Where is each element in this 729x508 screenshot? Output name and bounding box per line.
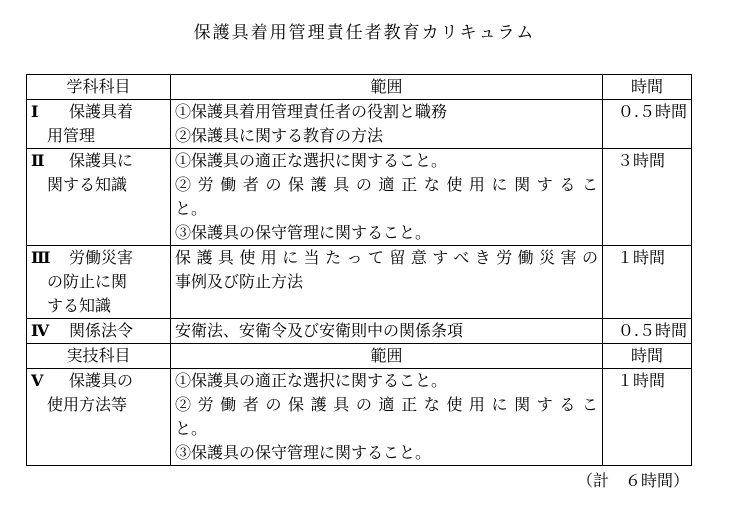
time-cell: １時間 <box>603 369 692 466</box>
time-cell: ３時間 <box>603 149 692 246</box>
page-title: 保護具着用管理責任者教育カリキュラム <box>193 23 536 43</box>
subject-name-continued: 用管理 <box>47 126 96 145</box>
range-line: と。 <box>175 199 208 218</box>
subject-number: Ⅱ <box>31 151 45 170</box>
curriculum-table <box>26 74 692 466</box>
range-cell <box>171 319 603 344</box>
table-row <box>27 319 692 344</box>
academic-subject-header: 学科科目 <box>27 75 171 100</box>
practical-header-row <box>27 344 692 369</box>
subject-number: Ⅴ <box>31 371 44 390</box>
table-row <box>27 369 692 466</box>
range-cell <box>171 246 603 319</box>
range-line: ③保護具の保守管理に関すること。 <box>175 223 432 242</box>
table-row <box>27 246 692 319</box>
subject-cell <box>27 100 171 149</box>
range-line: ①保護具の適正な選択に関すること。 <box>175 151 448 170</box>
range-cell <box>171 369 603 466</box>
subject-name-continued: 使用方法等 <box>47 395 128 414</box>
range-line: ③保護具の保守管理に関すること。 <box>175 443 432 462</box>
time-cell: １時間 <box>603 246 692 319</box>
subject-name-continued: 関する知識 <box>47 175 128 194</box>
subject-name: 保護具の <box>69 371 134 390</box>
subject-number: Ⅲ <box>31 248 51 267</box>
table-row <box>27 100 692 149</box>
subject-name: 関係法令 <box>69 321 134 340</box>
subject-name-continued: する知識 <box>47 296 112 315</box>
practical-time-header: 時間 <box>603 344 692 369</box>
academic-header-row <box>27 75 692 100</box>
subject-cell <box>27 319 171 344</box>
table-row <box>27 149 692 246</box>
subject-name-continued: の防止に関 <box>47 272 128 291</box>
range-line: 安衛法、安衛令及び安衛則中の関係条項 <box>175 321 464 340</box>
range-line: ①保護具着用管理責任者の役割と職務 <box>175 102 448 121</box>
range-line: ②労働者の保護具の適正な使用に関するこ <box>175 395 598 414</box>
academic-range-header: 範囲 <box>171 75 603 100</box>
practical-subject-header: 実技科目 <box>27 344 171 369</box>
subject-cell <box>27 246 171 319</box>
range-cell <box>171 100 603 149</box>
range-line: と。 <box>175 419 208 438</box>
subject-cell <box>27 149 171 246</box>
range-line: 保護具使用に当たって留意すべき労働災害の <box>175 248 598 267</box>
range-line: 事例及び防止方法 <box>175 272 304 291</box>
total-hours: （計 ６時間） <box>576 471 689 490</box>
time-cell: ０.５時間 <box>603 319 692 344</box>
subject-cell <box>27 369 171 466</box>
academic-time-header: 時間 <box>603 75 692 100</box>
subject-number: Ⅳ <box>31 321 50 340</box>
range-line: ②労働者の保護具の適正な使用に関するこ <box>175 175 598 194</box>
time-cell: ０.５時間 <box>603 100 692 149</box>
range-line: ②保護具に関する教育の方法 <box>175 126 384 145</box>
subject-name: 保護具に <box>69 151 134 170</box>
subject-number: Ⅰ <box>31 102 39 121</box>
subject-name: 保護具着 <box>69 102 134 121</box>
practical-range-header: 範囲 <box>171 344 603 369</box>
range-line: ①保護具の適正な選択に関すること。 <box>175 371 448 390</box>
range-cell <box>171 149 603 246</box>
subject-name: 労働災害 <box>69 248 134 267</box>
